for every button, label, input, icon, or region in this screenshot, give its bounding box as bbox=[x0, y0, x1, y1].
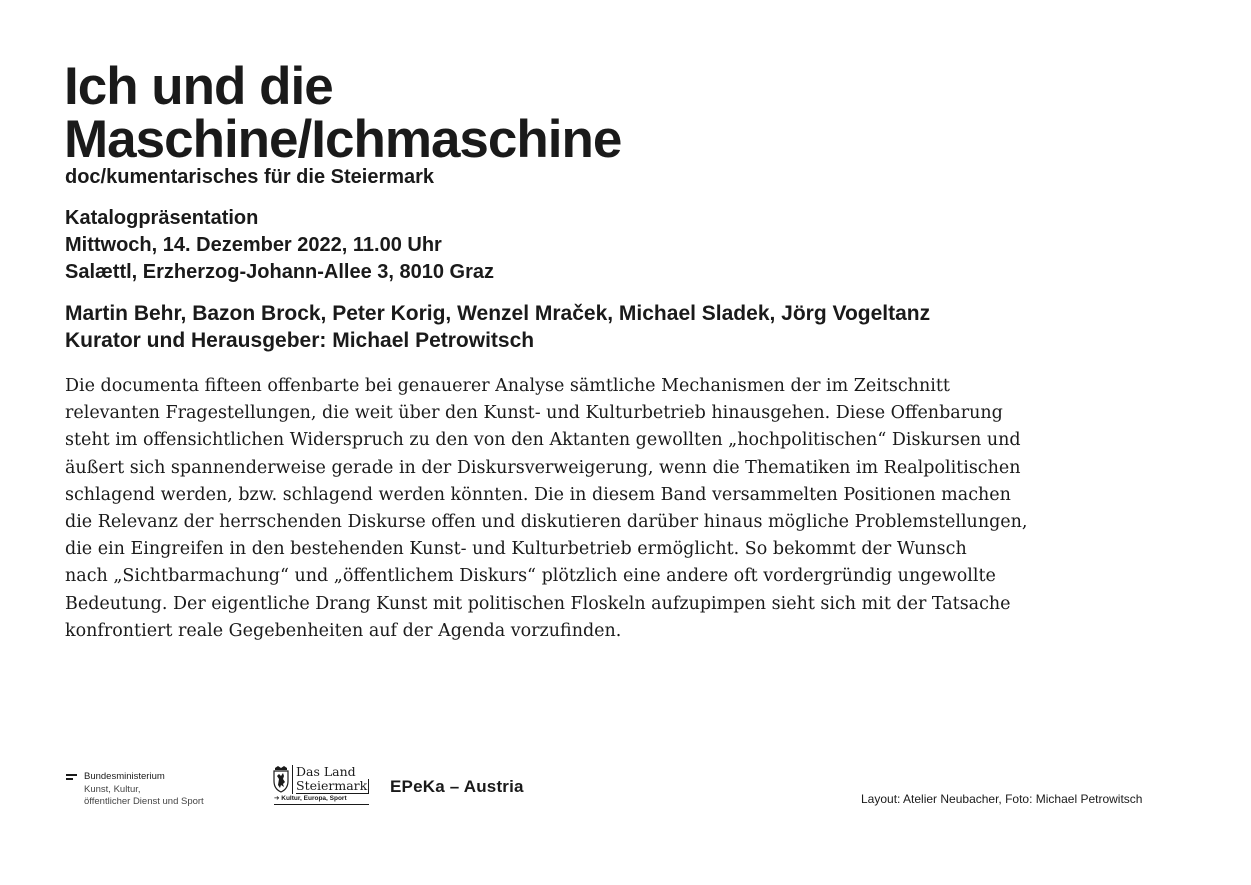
event-type: Katalogpräsentation bbox=[65, 207, 259, 229]
body-line: die ein Eingreifen in den bestehenden Kunst- und Kulturbetrieb ermöglicht. So bekommt der Wunsch bbox=[65, 539, 967, 560]
body-line: die Relevanz der herrschenden Diskurse offen und diskutieren darüber hinaus mögliche Problemstellungen, bbox=[65, 512, 1028, 533]
body-line: konfrontiert reale Gegebenheiten auf der Agenda vorzufinden. bbox=[65, 620, 622, 641]
epeka-austria-logo: EPeKa – Austria bbox=[390, 777, 524, 796]
stmk-logo-line-1: Das Land bbox=[296, 764, 356, 779]
page-title bbox=[64, 57, 622, 169]
body-line: äußert sich spannenderweise gerade in der Diskursverweigerung, wenn die Thematiken im Realpolitischen bbox=[65, 457, 1021, 478]
stmk-logo-line-2: Steiermark bbox=[296, 778, 368, 793]
styria-panther-crest-icon bbox=[272, 765, 290, 793]
bm-logo-line-1: Bundesministerium bbox=[84, 771, 165, 782]
bm-logo-line-2: Kunst, Kultur, bbox=[84, 783, 141, 795]
body-paragraph bbox=[65, 373, 1028, 645]
subtitle: doc/kumentarisches für die Steiermark bbox=[65, 166, 435, 188]
body-line: relevanten Fragestellungen, die weit über den Kunst- und Kulturbetrieb hinausgehen. Diese Offenbarung bbox=[65, 403, 1003, 424]
bundesministerium-logo bbox=[66, 771, 204, 809]
people-info bbox=[65, 300, 930, 354]
body-line: Bedeutung. Der eigentliche Drang Kunst mit politischen Floskeln aufzupimpen sieht sich mit der Tatsache bbox=[65, 593, 1011, 614]
event-date: Mittwoch, 14. Dezember 2022, 11.00 Uhr bbox=[65, 234, 442, 256]
credits-line: Layout: Atelier Neubacher, Foto: Michael Petrowitsch bbox=[861, 792, 1143, 806]
body-line: steht im offensichtlichen Widerspruch zu den von den Aktanten gewollten „hochpolitischen“ Diskursen und bbox=[65, 430, 1021, 451]
body-line: schlagend werden, bzw. schlagend werden könnten. Die in diesem Band versammelten Positionen machen bbox=[65, 484, 1011, 505]
bm-logo-line-3: öffentlicher Dienst und Sport bbox=[84, 796, 204, 807]
body-line: Die documenta fifteen offenbarte bei genauerer Analyse sämtliche Mechanismen der im Zeitschnitt bbox=[65, 376, 950, 396]
curator-line: Kurator und Herausgeber: Michael Petrowitsch bbox=[65, 329, 535, 352]
event-venue: Salættl, Erzherzog-Johann-Allee 3, 8010 Graz bbox=[65, 261, 495, 283]
austria-flag-icon bbox=[66, 771, 77, 809]
event-info bbox=[65, 205, 494, 286]
stmk-logo-tagline: ➔ Kultur, Europa, Sport bbox=[274, 794, 369, 805]
body-line: nach „Sichtbarmachung“ und „öffentlichem Diskurs“ plötzlich eine andere oft vordergründig ungewollte bbox=[65, 566, 996, 587]
title-line-2: Maschine/Ichmaschine bbox=[64, 110, 622, 169]
land-steiermark-logo bbox=[272, 765, 369, 805]
title-line-1: Ich und die bbox=[64, 57, 333, 116]
artist-list: Martin Behr, Bazon Brock, Peter Korig, Wenzel Mraček, Michael Sladek, Jörg Vogeltanz bbox=[65, 302, 931, 325]
